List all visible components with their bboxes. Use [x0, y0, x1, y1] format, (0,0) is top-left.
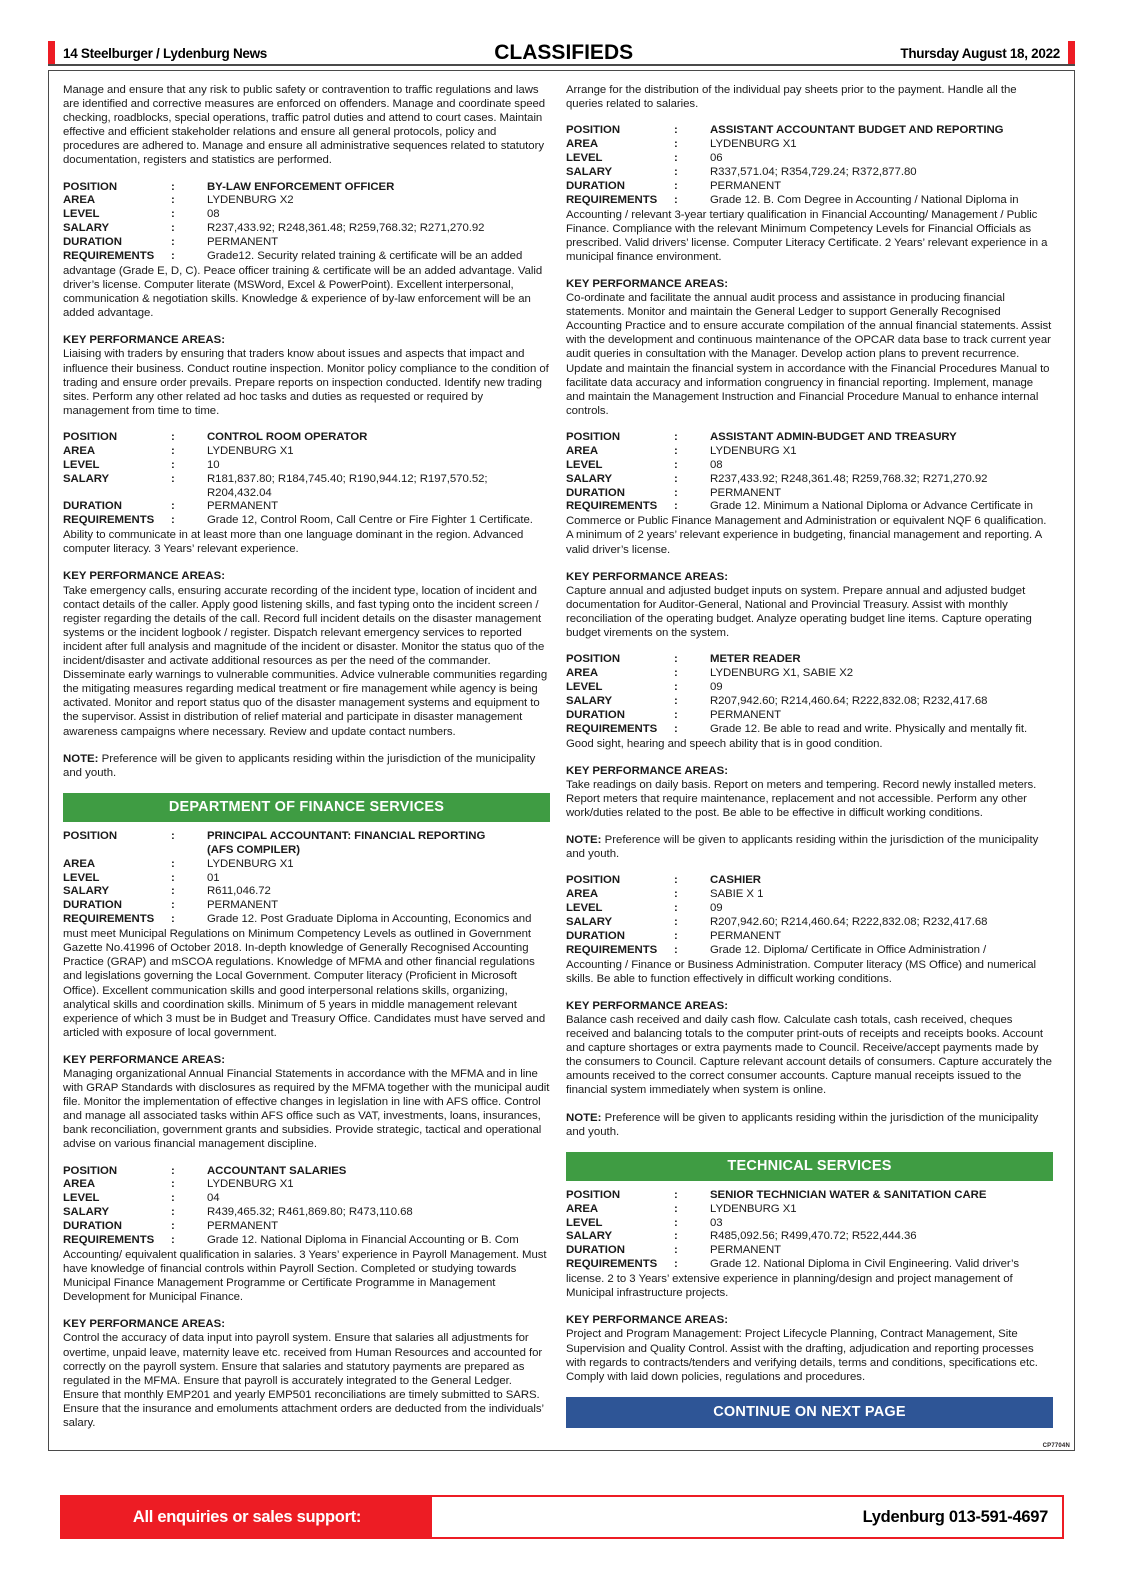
spec-value-area: LYDENBURG X1, SABIE X2 — [710, 667, 854, 680]
spec-colon: : — [171, 236, 175, 249]
spec-value-duration: PERMANENT — [207, 500, 279, 513]
spec-row-salary — [566, 473, 1053, 487]
spec-row-salary — [566, 916, 1053, 930]
spec-label-requirements: REQUIREMENTS — [566, 722, 658, 735]
spec-row-duration — [566, 930, 1053, 944]
spec-row-area — [63, 445, 550, 459]
spec-colon: : — [674, 444, 678, 457]
spec-colon: : — [674, 902, 678, 915]
spec-colon: : — [674, 430, 678, 443]
spec-colon: : — [171, 430, 175, 443]
spec-colon: : — [171, 1220, 175, 1233]
enquiries-footer-bar — [60, 1495, 1064, 1539]
spec-label-area: AREA — [63, 857, 96, 870]
spec-label-position: POSITION — [63, 430, 118, 443]
requirements-continuation-principal-accountant: must meet Municipal Regulations on Minimum Competency Levels as outlined in Government Gazette No.41996 of October 2018. In-depth knowledge of Generally Recognised Accounting Practice (GRAP) and mSCOA regulations. Knowledge of MFMA and other financial regulations and legislations governing the Local Government. Computer literacy (Proficient in Microsoft Office). Excellent communication skills and good interpersonal relations skills, organizing, analytical skills and coordination skills. Minimum of 5 years in middle management relevant experience of which 3 must be in Budget and Treasury Office. Candidates must have served and articled with exposure of local government. — [63, 928, 546, 1039]
spec-value-duration: PERMANENT — [710, 708, 782, 721]
spec-label-level: LEVEL — [566, 152, 603, 164]
kpa-text-assistant-accountant: Co-ordinate and facilitate the annual audit process and assistance in producing financial statements. Monitor and maintain the General Ledger to support Generally Recognised Accounting Practice and to ensure accurate compilation of the annual financial statements. Assist with the development and continuous maintenance of the OPCAR data base to track current year audit queries in consultation with the Manager. Develop action plans to prevent recurrence. Update and maintain the financial system in accordance with the Financial Procedures Manual to facilitate data accuracy and information congruency in financial reporting. Implement, manage and maintain the Management Instruction and Financial Procedure Manual to enhance internal controls. — [566, 292, 1052, 417]
spec-colon: : — [674, 694, 678, 707]
spec-colon: : — [674, 1244, 678, 1257]
spec-value-position: SENIOR TECHNICIAN WATER & SANITATION CARE — [710, 1188, 987, 1201]
spec-row-area — [566, 667, 1053, 681]
spec-colon: : — [171, 208, 175, 221]
requirements-continuation-meter-reader: Good sight, hearing and speech ability that is in good condition. — [566, 737, 883, 750]
note-body: Preference will be given to applicants residing within the jurisdiction of the municipality and youth. — [566, 1111, 1039, 1138]
spec-label-area: AREA — [566, 667, 599, 680]
spec-label-requirements: REQUIREMENTS — [63, 250, 155, 263]
spec-colon: : — [171, 913, 175, 926]
spec-colon: : — [171, 1234, 175, 1247]
spec-colon: : — [674, 874, 678, 887]
spec-value-requirements: Grade 12, Control Room, Call Centre or Fire Fighter 1 Certificate. — [207, 514, 533, 527]
spec-row-area — [566, 1203, 1053, 1217]
spec-row-area — [63, 194, 550, 208]
note-prefix: NOTE: — [566, 834, 602, 847]
spec-label-area: AREA — [63, 444, 96, 457]
spec-label-requirements: REQUIREMENTS — [566, 943, 658, 956]
spec-label-level: LEVEL — [566, 680, 603, 693]
spec-row-requirements — [63, 913, 550, 927]
job-spec-senior-technician-water-sanitation — [566, 1189, 1053, 1272]
spec-label-blank — [63, 844, 171, 858]
spec-colon: : — [674, 708, 678, 721]
spec-row-salary — [63, 222, 550, 236]
spec-colon: : — [674, 929, 678, 942]
spec-label-position: POSITION — [566, 124, 621, 137]
note-control-room — [63, 752, 550, 780]
spec-label-salary: SALARY — [63, 1206, 110, 1219]
spec-value-salary: R237,433.92; R248,361.48; R259,768.32; R271,270.92 — [207, 222, 485, 235]
job-spec-principal-accountant — [63, 830, 550, 927]
spec-label-position: POSITION — [566, 1188, 621, 1201]
spec-row-requirements — [566, 500, 1053, 514]
spec-label-duration: DURATION — [63, 899, 122, 912]
spec-colon: : — [674, 722, 678, 735]
spec-label-position: POSITION — [63, 1164, 118, 1177]
spec-value-salary: R237,433.92; R248,361.48; R259,768.32; R271,270.92 — [710, 472, 988, 485]
spec-label-area: AREA — [566, 888, 599, 901]
spec-row-position — [63, 431, 550, 445]
spec-value-duration: PERMANENT — [710, 179, 782, 192]
spec-value-level: 09 — [710, 902, 723, 915]
spec-row-area — [566, 138, 1053, 152]
spec-row-level — [566, 681, 1053, 695]
note-body: Preference will be given to applicants residing within the jurisdiction of the municipality and youth. — [566, 834, 1039, 861]
spec-value-requirements: Grade 12. Post Graduate Diploma in Accounting, Economics and — [207, 913, 532, 926]
spec-row-position — [63, 1165, 550, 1179]
kpa-heading: KEY PERFORMANCE AREAS: — [566, 999, 729, 1012]
spec-row-area — [63, 1178, 550, 1192]
spec-label-salary: SALARY — [566, 915, 613, 928]
spec-colon: : — [171, 1164, 175, 1177]
spec-row-requirements — [566, 723, 1053, 737]
spec-value-salary: R207,942.60; R214,460.64; R222,832.08; R232,417.68 — [710, 915, 988, 928]
spec-row-requirements — [63, 1234, 550, 1248]
spec-label-requirements: REQUIREMENTS — [566, 500, 658, 513]
department-banner-technical-services: TECHNICAL SERVICES — [566, 1152, 1053, 1181]
spec-colon: : — [171, 829, 175, 842]
spec-row-position — [63, 181, 550, 195]
note-prefix: NOTE: — [566, 1111, 602, 1124]
note-body: Preference will be given to applicants residing within the jurisdiction of the municipality and youth. — [63, 752, 536, 779]
kpa-heading: KEY PERFORMANCE AREAS: — [63, 570, 226, 583]
spec-label-duration: DURATION — [63, 500, 122, 513]
kpa-text-accountant-salaries: Control the accuracy of data input into payroll system. Ensure that salaries all adjustments for overtime, unpaid leave, maternity leave etc. received from Human Resources and accounted for correctly on the payroll system. Ensure that salaries and statutory payments are prepared as regulated in the MFMA. Ensure that payroll is accurately integrated to the General Ledger. Ensure that monthly EMP201 and yearly EMP501 reconciliations are timely submitted to SARS. Ensure that the insurance and emoluments attachment orders are deducted from the individuals’ salary. — [63, 1332, 544, 1429]
spec-colon: : — [171, 500, 175, 513]
spec-row-duration — [63, 1220, 550, 1234]
masthead-page-label: 14 Steelburger / Lydenburg News — [63, 45, 268, 61]
spec-colon: : — [674, 653, 678, 666]
spec-colon: : — [171, 472, 175, 485]
kpa-text-bylaw: Liaising with traders by ensuring that traders know about issues and aspects that impact and influence their business. Conduct routine inspection. Monitor policy compliance to the condition of trading and ensure order prevails. Prepare reports on inspection conducted. Identify new trading sites. Perform any other related ad hoc tasks and duties as requested or required by management from time to time. — [63, 348, 549, 417]
spec-label-duration: DURATION — [566, 179, 625, 192]
job-spec-assistant-admin-budget-treasury — [566, 431, 1053, 514]
spec-colon: : — [171, 857, 175, 870]
requirements-continuation-senior-technician: license. 2 to 3 Years’ extensive experience in planning/design and project management of Municipal infrastructure projects. — [566, 1273, 1013, 1300]
spec-row-duration — [63, 236, 550, 250]
spec-row-level — [63, 208, 550, 222]
spec-row-duration — [566, 180, 1053, 194]
spec-row-position — [63, 830, 550, 844]
spec-value-level: 06 — [710, 152, 723, 164]
spec-label-requirements: REQUIREMENTS — [63, 913, 155, 926]
spec-value-salary: R207,942.60; R214,460.64; R222,832.08; R232,417.68 — [710, 694, 988, 707]
spec-label-position: POSITION — [566, 430, 621, 443]
spec-value-area: SABIE X 1 — [710, 888, 764, 901]
spec-row-requirements — [566, 194, 1053, 208]
spec-colon: : — [674, 472, 678, 485]
spec-value-position: ASSISTANT ACCOUNTANT BUDGET AND REPORTING — [710, 124, 1004, 137]
spec-value-position: ASSISTANT ADMIN-BUDGET AND TREASURY — [710, 430, 957, 443]
spec-row-salary — [63, 473, 550, 501]
spec-colon: : — [674, 124, 678, 137]
spec-value-requirements: Grade 12. Be able to read and write. Physically and mentally fit. — [710, 722, 1028, 735]
job-spec-accountant-salaries — [63, 1165, 550, 1248]
spec-value-area: LYDENBURG X2 — [207, 194, 294, 207]
spec-value-requirements: Grade 12. Diploma/ Certificate in Office Administration / — [710, 943, 987, 956]
spec-value-position: PRINCIPAL ACCOUNTANT: FINANCIAL REPORTING — [207, 829, 486, 842]
spec-value-level: 08 — [710, 458, 723, 471]
spec-row-requirements — [63, 514, 550, 528]
spec-colon: : — [171, 180, 175, 193]
spec-row-duration — [63, 899, 550, 913]
spec-value-area: LYDENBURG X1 — [710, 138, 797, 151]
kpa-text-cashier: Balance cash received and daily cash flow. Calculate cash totals, cash received, cheques received and balancing totals to the computer print-outs of receipts and receipts books. Account and capture shortages or extra payments made to Council. Receive/accept payments made by the consumers to Council. Capture relevant account details of consumers. Capture accurately the amounts received to the correct consumer accounts. Capture manual receipts issued to the financial system immediately when system is online. — [566, 1013, 1052, 1097]
spec-colon: : — [674, 500, 678, 513]
masthead-right-accent-bar — [1068, 41, 1075, 65]
spec-label-duration: DURATION — [566, 708, 625, 721]
spec-value-requirements: Grade 12. Minimum a National Diploma or Advance Certificate in — [710, 500, 1033, 513]
spec-row-level — [63, 459, 550, 473]
kpa-heading: KEY PERFORMANCE AREAS: — [566, 570, 729, 583]
spec-label-position: POSITION — [63, 180, 118, 193]
spec-value-salary: R611,046.72 — [207, 885, 271, 898]
spec-colon: : — [674, 667, 678, 680]
spec-value-position: METER READER — [710, 653, 801, 666]
spec-colon: : — [674, 888, 678, 901]
spec-colon: : — [171, 1178, 175, 1191]
masthead-date: Thursday August 18, 2022 — [900, 45, 1060, 61]
spec-value-position-line2: (AFS COMPILER) — [207, 843, 300, 856]
spec-row-position-line2 — [63, 844, 550, 858]
spec-colon: : — [674, 1216, 678, 1229]
masthead — [48, 40, 1075, 66]
spec-colon: : — [674, 915, 678, 928]
spec-row-position — [566, 874, 1053, 888]
kpa-heading: KEY PERFORMANCE AREAS: — [566, 764, 729, 777]
ad-columns — [49, 71, 1074, 1450]
kpa-heading: KEY PERFORMANCE AREAS: — [63, 1318, 226, 1331]
spec-label-level: LEVEL — [63, 458, 100, 471]
kpa-heading: KEY PERFORMANCE AREAS: — [63, 1053, 226, 1066]
spec-colon: : — [674, 1258, 678, 1271]
spec-row-duration — [566, 487, 1053, 501]
spec-row-salary — [566, 695, 1053, 709]
kpa-heading: KEY PERFORMANCE AREAS: — [566, 1314, 729, 1327]
spec-value-salary: R181,837.80; R184,745.40; R190,944.12; R197,570.52; R204,432.04 — [207, 472, 488, 499]
spec-label-level: LEVEL — [566, 902, 603, 915]
spec-value-duration: PERMANENT — [207, 1220, 279, 1233]
spec-label-duration: DURATION — [63, 1220, 122, 1233]
spec-value-level: 09 — [710, 680, 723, 693]
spec-value-requirements: Grade12. Security related training & certificate will be an added — [207, 250, 523, 263]
kpa-heading: KEY PERFORMANCE AREAS: — [566, 278, 729, 290]
spec-row-requirements — [566, 944, 1053, 958]
department-banner-finance-services: DEPARTMENT OF FINANCE SERVICES — [63, 793, 550, 822]
spec-label-duration: DURATION — [566, 486, 625, 499]
spec-colon: : — [674, 680, 678, 693]
enquiries-label: All enquiries or sales support: — [62, 1497, 432, 1537]
spec-label-salary: SALARY — [566, 694, 613, 707]
spec-colon: : — [674, 193, 678, 206]
spec-value-position: ACCOUNTANT SALARIES — [207, 1164, 347, 1177]
spec-value-requirements: Grade 12. National Diploma in Financial Accounting or B. Com — [207, 1234, 519, 1247]
spec-colon: : — [674, 486, 678, 499]
spec-value-requirements: Grade 12. National Diploma in Civil Engineering. Valid driver’s — [710, 1258, 1019, 1271]
continue-on-next-page-banner[interactable]: CONTINUE ON NEXT PAGE — [566, 1397, 1053, 1428]
spec-value-duration: PERMANENT — [207, 236, 279, 249]
spec-row-position — [566, 124, 1053, 138]
spec-label-salary: SALARY — [63, 222, 110, 235]
spec-value-salary: R439,465.32; R461,869.80; R473,110.68 — [207, 1206, 413, 1219]
spec-label-salary: SALARY — [566, 472, 613, 485]
advert-reference-code: CP7704N — [1042, 1443, 1070, 1449]
spec-value-area: LYDENBURG X1 — [710, 444, 797, 457]
kpa-text-principal-accountant: Managing organizational Annual Financial Statements in accordance with the MFMA and in line with GRAP Standards with disclosures as required by the MFMA together with the municipal audit file. Monitor the implementation of effective changes in legislation in line with AFS office. Control and manage all associated tasks within AFS office such as VAT, investments, loans, insurances, bank reconciliation, government grants and subsidies. Provide strategic, tactical and operational advise on various financial management discipline. — [63, 1067, 550, 1151]
spec-label-level: LEVEL — [566, 1216, 603, 1229]
spec-row-salary — [63, 885, 550, 899]
spec-row-level — [566, 1217, 1053, 1231]
spec-value-level: 08 — [207, 208, 220, 221]
kpa-heading: KEY PERFORMANCE AREAS: — [63, 334, 226, 347]
masthead-rule — [48, 64, 1075, 66]
kpa-text-control-room: Take emergency calls, ensuring accurate recording of the incident type, location of incident and contact details of the caller. Apply good listening skills, and fast typing onto the incident screen / register regarding the details of the call. Record full incident details on the disaster management systems or the incident logbook / register. Dispatch relevant emergency services to reported incident after full analysis and magnitude of the incident or disaster. Monitor the status quo of the incident/disaster and activate additional resources as per the need of the commander. Disseminate early warnings to vulnerable communities. Advice vulnerable communities regarding the mitigating measures regarding medical treatment or fire management while agency is being activated. Monitor and report status quo of the disaster management systems and equipment to the supervisor. Assist in distribution of relief material and participate in disaster management awareness campaigns where necessary. Review and update contact numbers. — [63, 584, 548, 738]
spec-row-level — [63, 872, 550, 886]
spec-colon: : — [674, 138, 678, 151]
spec-value-position: BY-LAW ENFORCEMENT OFFICER — [207, 180, 395, 193]
spec-label-position: POSITION — [63, 829, 118, 842]
spec-colon: : — [171, 1206, 175, 1219]
spec-label-area: AREA — [566, 1202, 599, 1215]
spec-colon: : — [171, 899, 175, 912]
spec-row-requirements — [63, 250, 550, 264]
spec-label-area: AREA — [566, 444, 599, 457]
spec-row-area — [566, 445, 1053, 459]
spec-value-duration: PERMANENT — [710, 929, 782, 942]
spec-row-duration — [63, 500, 550, 514]
spec-value-area: LYDENBURG X1 — [710, 1202, 797, 1215]
left-intro-paragraph: Manage and ensure that any risk to public safety or contravention to traffic regulations and laws are identified and corrective measures are enforced on offenders. Manage and coordinate speed checking, roadblocks, special operations, traffic patrol duties and attend to court cases. Maintain effective and efficient stakeholder relations and ensure all general protocols, policy and procedures are adhered to. Manage and ensure all administrative sequences related to statutory documentation, registers and statistics are performed. — [63, 84, 546, 167]
spec-colon: : — [171, 250, 175, 263]
spec-value-level: 04 — [207, 1192, 220, 1205]
spec-row-level — [63, 1192, 550, 1206]
spec-label-area: AREA — [63, 194, 96, 207]
spec-value-level: 10 — [207, 458, 220, 471]
spec-row-area — [566, 888, 1053, 902]
job-spec-bylaw-enforcement-officer — [63, 181, 550, 264]
masthead-section-title: CLASSIFIEDS — [494, 41, 634, 64]
requirements-continuation-assistant-admin: Commerce or Public Finance Management and Administration or equivalent NQF 6 qualification. A minimum of 2 years’ relevant experience in budgeting, financial management and reporting. A valid driver’s license. — [566, 515, 1047, 556]
spec-colon: : — [171, 222, 175, 235]
spec-value-level: 01 — [207, 871, 220, 884]
note-prefix: NOTE: — [63, 752, 99, 765]
spec-label-duration: DURATION — [63, 236, 122, 249]
spec-colon: : — [674, 1202, 678, 1215]
spec-colon-blank — [171, 844, 207, 858]
right-column — [566, 83, 1053, 1442]
spec-label-position: POSITION — [566, 874, 621, 887]
job-spec-cashier — [566, 874, 1053, 957]
spec-label-requirements: REQUIREMENTS — [566, 1258, 658, 1271]
spec-value-duration: PERMANENT — [207, 899, 279, 912]
spec-colon: : — [171, 871, 175, 884]
spec-label-duration: DURATION — [566, 929, 625, 942]
spec-colon: : — [674, 165, 678, 178]
spec-label-area: AREA — [63, 1178, 96, 1191]
spec-label-level: LEVEL — [63, 208, 100, 221]
spec-label-position: POSITION — [566, 653, 621, 666]
spec-colon: : — [674, 152, 678, 164]
requirements-continuation-bylaw: advantage (Grade E, D, C). Peace officer training & certificate will be an added advantage. Valid driver’s license. Computer literate (MSWord, Excel & PowerPoint). Excellent interpersonal, communication & negotiation skills. Knowledge & experience of by-law enforcement will be an added advantage. — [63, 265, 543, 320]
spec-row-level — [566, 152, 1053, 166]
masthead-left-accent-bar — [48, 41, 55, 65]
spec-label-salary: SALARY — [566, 1230, 613, 1243]
note-meter-reader — [566, 833, 1053, 861]
spec-colon: : — [171, 458, 175, 471]
spec-colon: : — [171, 885, 175, 898]
spec-colon: : — [171, 1192, 175, 1205]
left-column — [63, 83, 550, 1442]
spec-value-salary: R485,092.56; R499,470.72; R522,444.36 — [710, 1230, 917, 1243]
spec-row-level — [566, 902, 1053, 916]
spec-row-duration — [566, 1244, 1053, 1258]
spec-row-position — [566, 1189, 1053, 1203]
kpa-text-assistant-admin: Capture annual and adjusted budget inputs on system. Prepare annual and adjusted budget documentation for Auditor-General, National and Provincial Treasury. Assist with monthly reconciliation of the operating budget. Analyze operating budget line items. Capture operating budget virements on the system. — [566, 584, 1032, 640]
spec-label-salary: SALARY — [63, 472, 110, 485]
spec-label-level: LEVEL — [63, 871, 100, 884]
spec-label-level: LEVEL — [566, 458, 603, 471]
note-cashier — [566, 1111, 1053, 1139]
spec-value-duration: PERMANENT — [710, 486, 782, 499]
spec-label-requirements: REQUIREMENTS — [63, 1234, 155, 1247]
spec-value-duration: PERMANENT — [710, 1244, 782, 1257]
requirements-continuation-cashier: Accounting / Finance or Business Administration. Computer literacy (MS Office) and numerical skills. Be able to function effectively in difficult working conditions. — [566, 958, 1037, 985]
spec-row-position — [566, 653, 1053, 667]
job-spec-control-room-operator — [63, 431, 550, 528]
requirements-continuation-assistant-accountant: Accounting / relevant 3-year tertiary qualification in Financial Accounting/ Management / Public Finance. Compliance with the relevant Minimum Competency Levels for Financial Officials as prescribed. Valid drivers’ license. Computer Literacy Certificate. 2 Years’ relevant experience in a municipal finance environment. — [566, 208, 1048, 263]
kpa-text-senior-technician: Project and Program Management: Project Lifecycle Planning, Contract Management, Site Supervision and Quality Control. Assist with the drafting, adjudication and reporting processes with regards to contracts/tenders and verifying details, terms and conditions, specifications etc. Comply with laid down policies, regulations and procedures. — [566, 1328, 1038, 1383]
spec-row-area — [63, 858, 550, 872]
job-spec-meter-reader — [566, 653, 1053, 736]
spec-colon: : — [171, 194, 175, 207]
spec-label-requirements: REQUIREMENTS — [566, 193, 658, 206]
requirements-continuation-accountant-salaries: Accounting/ equivalent qualification in salaries. 3 Years’ experience in Payroll Management. Must have knowledge of financial controls within Payroll Section. Completed or studying towards Municipal Finance Management Programme or Certificate Programme in Management Development for Municipal Finance. — [63, 1248, 547, 1304]
right-intro-paragraph: Arrange for the distribution of the individual pay sheets prior to the payment. Handle all the queries related to salaries. — [566, 84, 1017, 111]
spec-label-salary: SALARY — [63, 885, 110, 898]
spec-value-level: 03 — [710, 1216, 723, 1229]
spec-value-area: LYDENBURG X1 — [207, 857, 294, 870]
requirements-continuation-control-room: Ability to communicate in at least more than one language dominant in the region. Advanced computer literacy. 3 Years’ relevant experience. — [63, 529, 524, 556]
spec-colon: : — [674, 943, 678, 956]
spec-row-position — [566, 431, 1053, 445]
spec-row-requirements — [566, 1258, 1053, 1272]
spec-colon: : — [674, 458, 678, 471]
kpa-text-meter-reader: Take readings on daily basis. Report on meters and tempering. Record newly installed meters. Report meters that require maintenance, replacement and not accessible. Perform any other work/duties related to the post. Be able to be effective in difficult working conditions. — [566, 778, 1037, 819]
spec-row-salary — [63, 1206, 550, 1220]
spec-label-duration: DURATION — [566, 1244, 625, 1257]
spec-colon: : — [674, 1230, 678, 1243]
spec-value-area: LYDENBURG X1 — [207, 444, 294, 457]
spec-label-salary: SALARY — [566, 165, 613, 178]
spec-colon: : — [674, 1188, 678, 1201]
spec-label-level: LEVEL — [63, 1192, 100, 1205]
spec-value-area: LYDENBURG X1 — [207, 1178, 294, 1191]
spec-value-requirements: Grade 12. B. Com Degree in Accounting / National Diploma in — [710, 193, 1019, 206]
spec-label-requirements: REQUIREMENTS — [63, 514, 155, 527]
job-spec-assistant-accountant-budget-reporting — [566, 124, 1053, 207]
spec-row-salary — [566, 1230, 1053, 1244]
spec-value-position: CONTROL ROOM OPERATOR — [207, 430, 368, 443]
spec-colon: : — [171, 444, 175, 457]
spec-colon: : — [171, 514, 175, 527]
classified-ad-box — [48, 70, 1075, 1451]
spec-colon: : — [674, 179, 678, 192]
spec-row-level — [566, 459, 1053, 473]
spec-row-salary — [566, 166, 1053, 180]
enquiries-contact-number: Lydenburg 013-591-4697 — [862, 1507, 1048, 1526]
spec-value-position: CASHIER — [710, 874, 761, 887]
spec-row-duration — [566, 709, 1053, 723]
spec-value-salary: R337,571.04; R354,729.24; R372,877.80 — [710, 165, 917, 178]
spec-label-area: AREA — [566, 138, 599, 151]
